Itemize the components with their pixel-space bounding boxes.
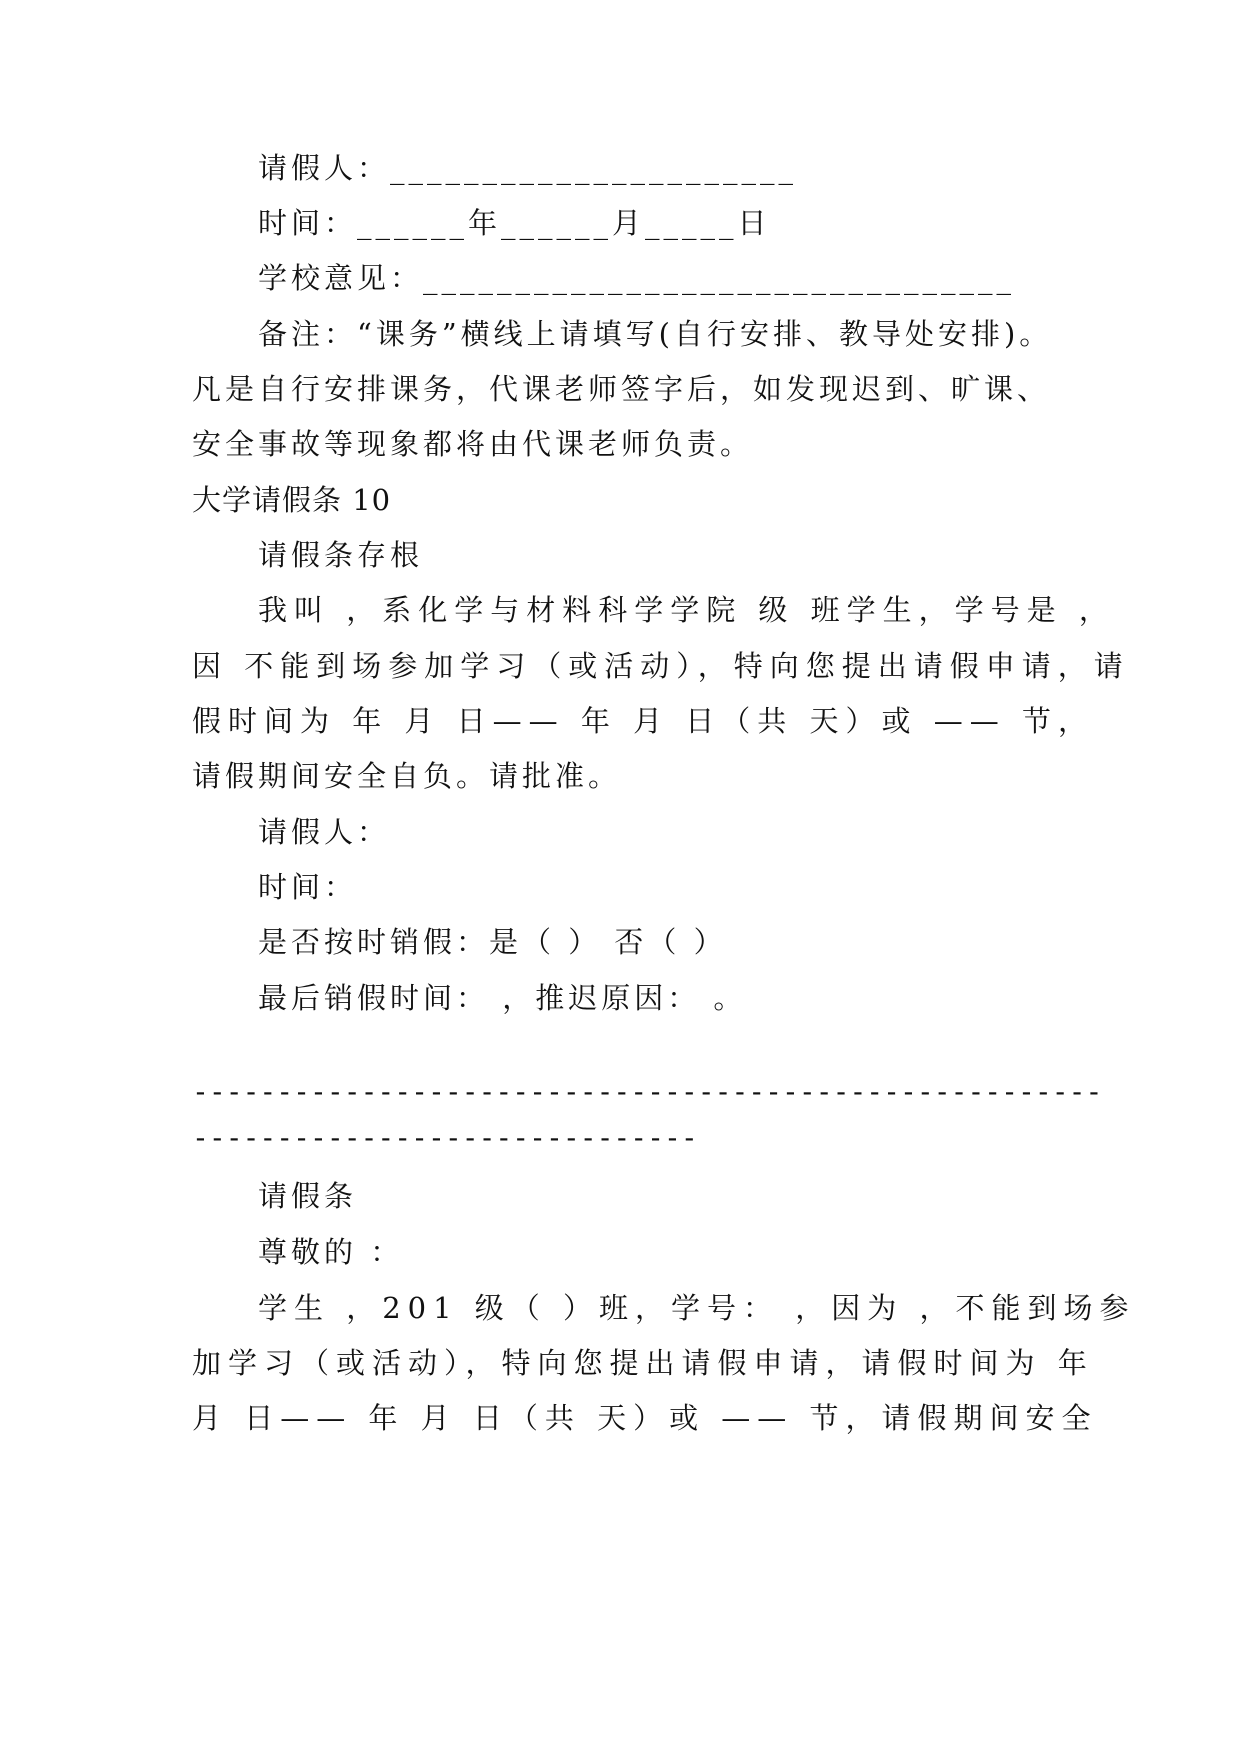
- stub-body-line-3: 假时间为 年 月 日—— 年 月 日（共 天）或 —— 节，: [192, 704, 1094, 738]
- separator-line-1: ------------------------------------------------------: [192, 1075, 1103, 1108]
- stub-title: 请假条存根: [258, 538, 424, 572]
- remark-line-1: 备注：“课务”横线上请填写(自行安排、教导处安排)。: [258, 317, 1053, 351]
- date-line: 时间：______年______月_____日: [258, 206, 771, 240]
- stub-applicant: 请假人：: [258, 815, 391, 849]
- stub-body-line-2: 因 不能到场参加学习（或活动），特向您提出请假申请，请: [192, 649, 1130, 683]
- stub-body-line-1: 我叫 ，系化学与材料科学学院 级 班学生，学号是 ，: [258, 593, 1115, 627]
- school-opinion-line: 学校意见：________________________________: [258, 261, 1016, 295]
- leave-note-title: 请假条: [258, 1179, 358, 1213]
- stub-time: 时间：: [258, 870, 358, 904]
- leave-note-body-line-3: 月 日—— 年 月 日（共 天）或 —— 节，请假期间安全: [192, 1401, 1098, 1435]
- leave-note-body-line-2: 加学习（或活动），特向您提出请假申请，请假时间为 年: [192, 1346, 1094, 1380]
- leave-note-body-line-1: 学生 ，201 级（ ）班，学号： ，因为 ，不能到场参: [258, 1291, 1136, 1325]
- remark-line-2: 凡是自行安排课务，代课老师签字后，如发现迟到、旷课、: [192, 372, 1051, 406]
- section-title: 大学请假条 10: [192, 483, 392, 517]
- stub-cancel-on-time: 是否按时销假：是（ ） 否（ ）: [258, 925, 727, 959]
- stub-last-cancel: 最后销假时间： ，推迟原因： 。: [258, 981, 747, 1015]
- separator-line-2: ------------------------------: [192, 1121, 698, 1154]
- leave-note-salutation: 尊敬的 ：: [258, 1235, 404, 1269]
- stub-body-line-4: 请假期间安全自负。请批准。: [192, 759, 622, 793]
- applicant-line: 请假人：______________________: [258, 151, 798, 185]
- remark-line-3: 安全事故等现象都将由代课老师负责。: [192, 427, 754, 461]
